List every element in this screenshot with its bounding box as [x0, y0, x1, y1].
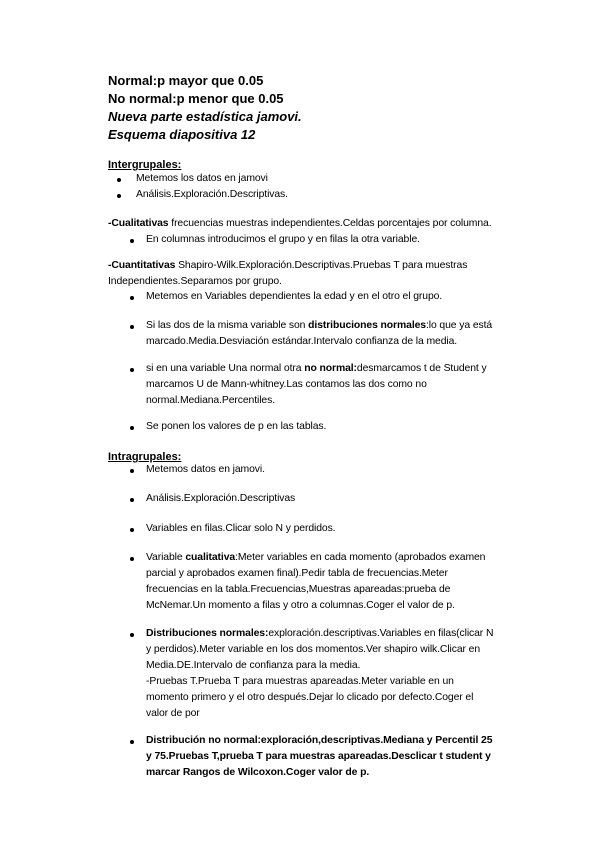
list-item-continuation: -Pruebas T.Prueba T para muestras apareadas.Meter variable en un [146, 676, 454, 687]
list-item [146, 550, 485, 566]
bold-segment: no normal: [304, 363, 357, 374]
list-item-continuation: valor de por [146, 708, 200, 719]
list-item: Análisis.Exploración.Descriptivas [146, 493, 296, 504]
text-segment: :lo que ya está [425, 320, 493, 331]
text-cuantitativas: Shapiro-Wilk.Exploración.Descriptivas.Pruebas T para muestras [175, 260, 468, 271]
bullet-dot [130, 469, 134, 473]
list-item-continuation: frecuencias en la tabla.Frecuencias,Muestras apareadas:prueba de [146, 584, 451, 595]
list-item [146, 318, 492, 334]
list-item-continuation: normal.Mediana.Percentiles. [146, 395, 275, 406]
list-item-continuation: marcar Rangos de Wilcoxon.Coger valor de p. [146, 767, 370, 778]
bold-segment: Distribuciones normales: [146, 628, 269, 639]
bullet-dot [130, 633, 134, 637]
list-item: En columnas introducimos el grupo y en filas la otra variable. [146, 234, 420, 245]
text-segment: Si las dos de la misma variable son [146, 320, 309, 331]
list-item [146, 626, 493, 642]
bullet-dot [130, 740, 134, 744]
list-item-continuation: marcado.Media.Desviación estándar.Intervalo confianza de la media. [146, 336, 458, 347]
text-segment: si en una variable Una normal otra [146, 363, 305, 374]
list-item-continuation: y perdidos).Meter variable en los dos momentos.Ver shapiro wilk.Clicar en [146, 644, 481, 655]
text-segment: Variable [146, 552, 186, 563]
label-cualitativas: -Cualitativas [108, 218, 169, 229]
text-segment: exploración.descriptivas.Variables en filas(clicar N [268, 628, 494, 639]
list-item-continuation: momento primero y el otro después.Dejar lo clicado por defecto.Coger el [146, 692, 474, 703]
list-item: Análisis.Exploración.Descriptivas. [136, 189, 288, 200]
text-segment: :Meter variables en cada momento (aprobados examen [235, 552, 486, 563]
section-title-intragrupales: Intragrupales: [108, 451, 182, 463]
bullet-dot [130, 325, 134, 329]
bullet-dot [130, 498, 134, 502]
bullet-dot [117, 178, 121, 182]
section-title-intergrupales: Intergrupales: [108, 159, 182, 171]
text-cualitativas: frecuencias muestras independientes.Celdas porcentajes por columna. [168, 218, 492, 229]
list-item-continuation: marcamos U de Mann-whitney.Las contamos las dos como no [146, 379, 427, 390]
bold-segment: cualitativa [185, 552, 236, 563]
list-item-continuation: y 75.Pruebas T,prueba T para muestras apareadas.Desclicar t student y [146, 751, 491, 762]
bullet-dot [130, 528, 134, 532]
paragraph-cuantitativas-line2: Independientes.Separamos por grupo. [108, 276, 282, 287]
bullet-dot [130, 368, 134, 372]
text-segment: desmarcamos t de Student y [356, 363, 487, 374]
list-item-continuation: Media.DE.Intervalo de confianza para la media. [146, 660, 361, 671]
bullet-dot [130, 557, 134, 561]
heading-nueva-parte: Nueva parte estadística jamovi. [108, 109, 302, 124]
bullet-dot [117, 194, 121, 198]
bold-segment: distribuciones normales [308, 320, 426, 331]
list-item: Metemos en Variables dependientes la edad y en el otro el grupo. [146, 291, 443, 302]
paragraph-cualitativas [108, 216, 492, 232]
list-item: Variables en filas.Clicar solo N y perdidos. [146, 523, 336, 534]
heading-normal: Normal:p mayor que 0.05 [108, 73, 264, 88]
bullet-dot [130, 239, 134, 243]
list-item: Metemos los datos en jamovi [136, 173, 268, 184]
list-item [146, 361, 487, 377]
list-item: Metemos datos en jamovi. [146, 464, 265, 475]
list-item-continuation: McNemar.Un momento a filas y otro a columnas.Coger el valor de p. [146, 600, 455, 611]
bullet-dot [130, 426, 134, 430]
list-item: Distribución no normal:exploración,descriptivas.Mediana y Percentil 25 [146, 735, 493, 746]
list-item-continuation: parcial y aprobados examen final).Pedir tabla de frecuencias.Meter [146, 568, 448, 579]
label-cuantitativas: -Cuantitativas [108, 260, 176, 271]
heading-no-normal: No normal:p menor que 0.05 [108, 91, 284, 106]
bullet-dot [130, 296, 134, 300]
paragraph-cuantitativas-line1 [108, 258, 467, 274]
heading-esquema: Esquema diapositiva 12 [108, 127, 256, 142]
list-item: Se ponen los valores de p en las tablas. [146, 421, 327, 432]
